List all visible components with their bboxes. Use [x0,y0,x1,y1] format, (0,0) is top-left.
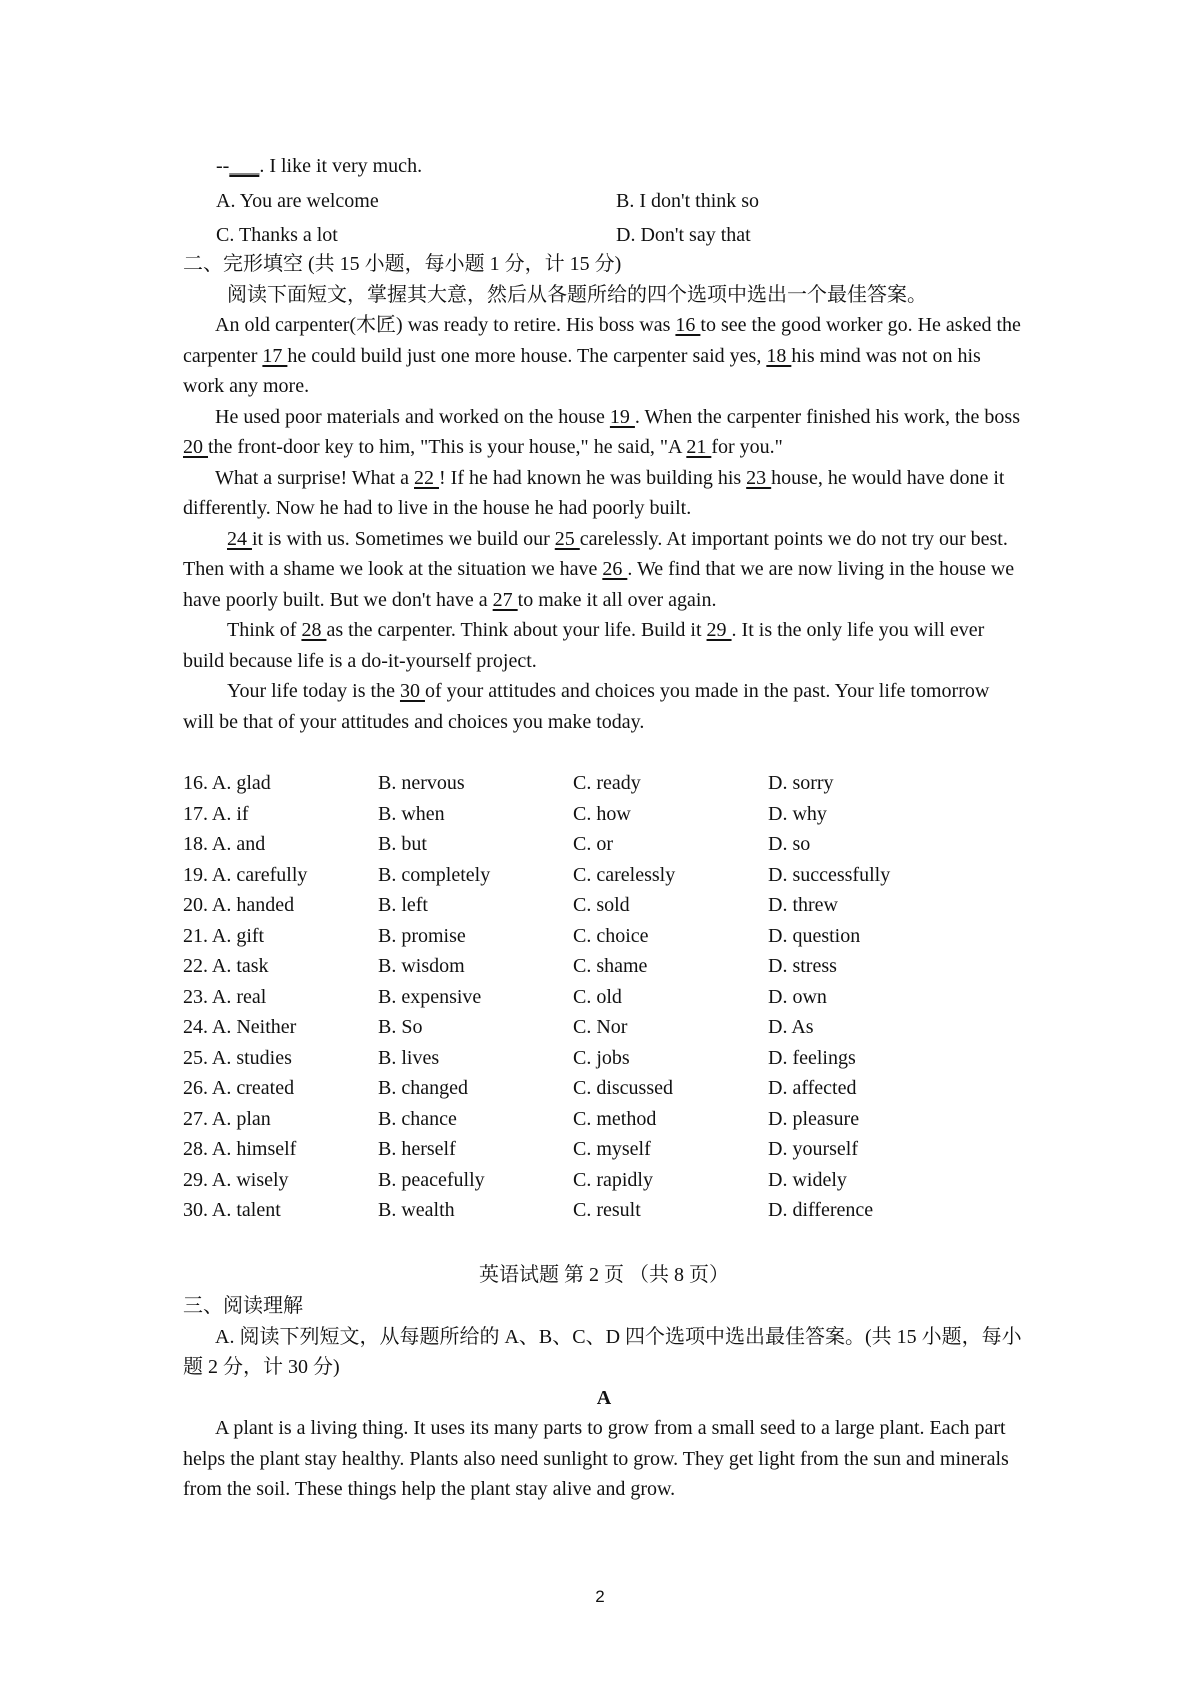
section-heading: 三、阅读理解 [183,1295,303,1317]
options-row-21: 21. A. gift B. promise C. choice D. question [183,924,861,947]
option-b: B. I don't think so [616,189,760,212]
blank-26: 26 [602,558,628,580]
blank-30: 30 [399,680,425,702]
blank-20: 20 [183,436,208,458]
options-row-25: 25. A. studies B. lives C. jobs D. feelings [183,1046,856,1069]
options-row-19: 19. A. carefully B. completely C. carelessly D. successfully [183,863,891,886]
cloze-paragraph-6: Your life today is the 30 of your attitudes and choices you made in the past. Your life tomorrow will be that of your attitudes and choices you make today. [183,680,990,733]
blank-17: 17 [262,344,288,367]
options-row-29: 29. A. wisely B. peacefully C. rapidly D. widely [183,1168,847,1191]
options-row-28: 28. A. himself B. herself C. myself D. yourself [183,1138,858,1160]
options-row-18: 18. A. and B. but C. or D. so [183,833,811,855]
options-row-26: 26. A. created B. changed C. discussed D. affected [183,1077,857,1099]
options-row-22: 22. A. task B. wisdom C. shame D. stress [183,955,837,977]
passage-label: A [596,1386,612,1409]
page-number: 2 [595,1587,605,1606]
cloze-options [183,768,1025,1228]
options-row-16: 16. A. glad B. nervous C. ready D. sorry [183,772,834,794]
blank-27: 27 [492,588,518,611]
options-row-23: 23. A. real B. expensive C. old D. own [183,985,827,1008]
blank-28: 28 [301,619,327,641]
options-row-20: 20. A. handed B. left C. sold D. threw [183,894,838,916]
cloze-paragraph-2: He used poor materials and worked on the house 19 . When the carpenter finished his work, the boss 20 the front-door key to him, "This is your house," he said, "A 21 for you." [183,405,1020,458]
blank-18: 18 [766,344,792,367]
options-row-17: 17. A. if B. when C. how D. why [183,802,827,825]
blank-23: 23 [746,466,772,489]
option-d: D. Don't say that [616,224,751,246]
reading-section [183,1291,1025,1505]
options-row-24: 24. A. Neither B. So C. Nor D. As [183,1016,814,1038]
passage-paragraph: A plant is a living thing. It uses its many parts to grow from a small seed to a large plant. Each part helps the plant stay healthy. Plants also need sunlight to grow. They get light from the sun and minerals from the soil. These things help the plant stay alive and grow. [183,1417,1009,1500]
blank-24: 24 [227,527,252,550]
blank-25: 25 [554,527,580,550]
question-15-options-row-2 [216,220,1016,251]
cloze-section [183,249,1025,737]
option-a: A. You are welcome [216,189,379,212]
blank-16: 16 [675,314,701,336]
page-footer: 英语试题 第 2 页 （共 8 页） [479,1264,729,1286]
cloze-paragraph-4: 24 it is with us. Sometimes we build our 25 carelessly. At important points we do not try our best. Then with a shame we look at the situation we have 26 . We find that we are now living in the house we have poorly built. But we don't have a 27 to make it all over again. [183,527,1015,611]
question-15-options-row-1 [216,186,1016,217]
section-instruction: 阅读下面短文，掌握其大意，然后从各题所给的四个选项中选出一个最佳答案。 [227,283,927,306]
option-c: C. Thanks a lot [216,224,338,246]
options-row-27: 27. A. plan B. chance C. method D. pleasure [183,1107,860,1130]
question-15 [216,151,1016,251]
blank-29: 29 [706,619,732,641]
options-row-30: 30. A. talent B. wealth C. result D. difference [183,1199,874,1221]
blank-21: 21 [686,436,712,458]
cloze-paragraph-1: An old carpenter(木匠) was ready to retire. His boss was 16 to see the good worker go. He asked the carpenter 17 he could build just one more house. The carpenter said yes, 18 his mind was not on his work any more. [183,314,1021,397]
section-heading: 二、完形填空 (共 15 小题，每小题 1 分，计 15 分) [183,253,622,275]
blank-19: 19 [609,405,635,428]
blank-22: 22 [414,466,439,489]
cloze-paragraph-3: What a surprise! What a 22 ! If he had known he was building his 23 house, he would have done it differently. Now he had to live in the house he had poorly built. [183,466,1005,519]
question-15-stem: --___. I like it very much. [216,155,423,177]
section-instruction: A. 阅读下列短文，从每题所给的 A、B、C、D 四个选项中选出最佳答案。(共 15 小题，每小题 2 分，计 30 分) [183,1325,1022,1378]
cloze-paragraph-5: Think of 28 as the carpenter. Think about your life. Build it 29 . It is the only life you will ever build because life is a do-it-yourself project. [183,619,985,672]
